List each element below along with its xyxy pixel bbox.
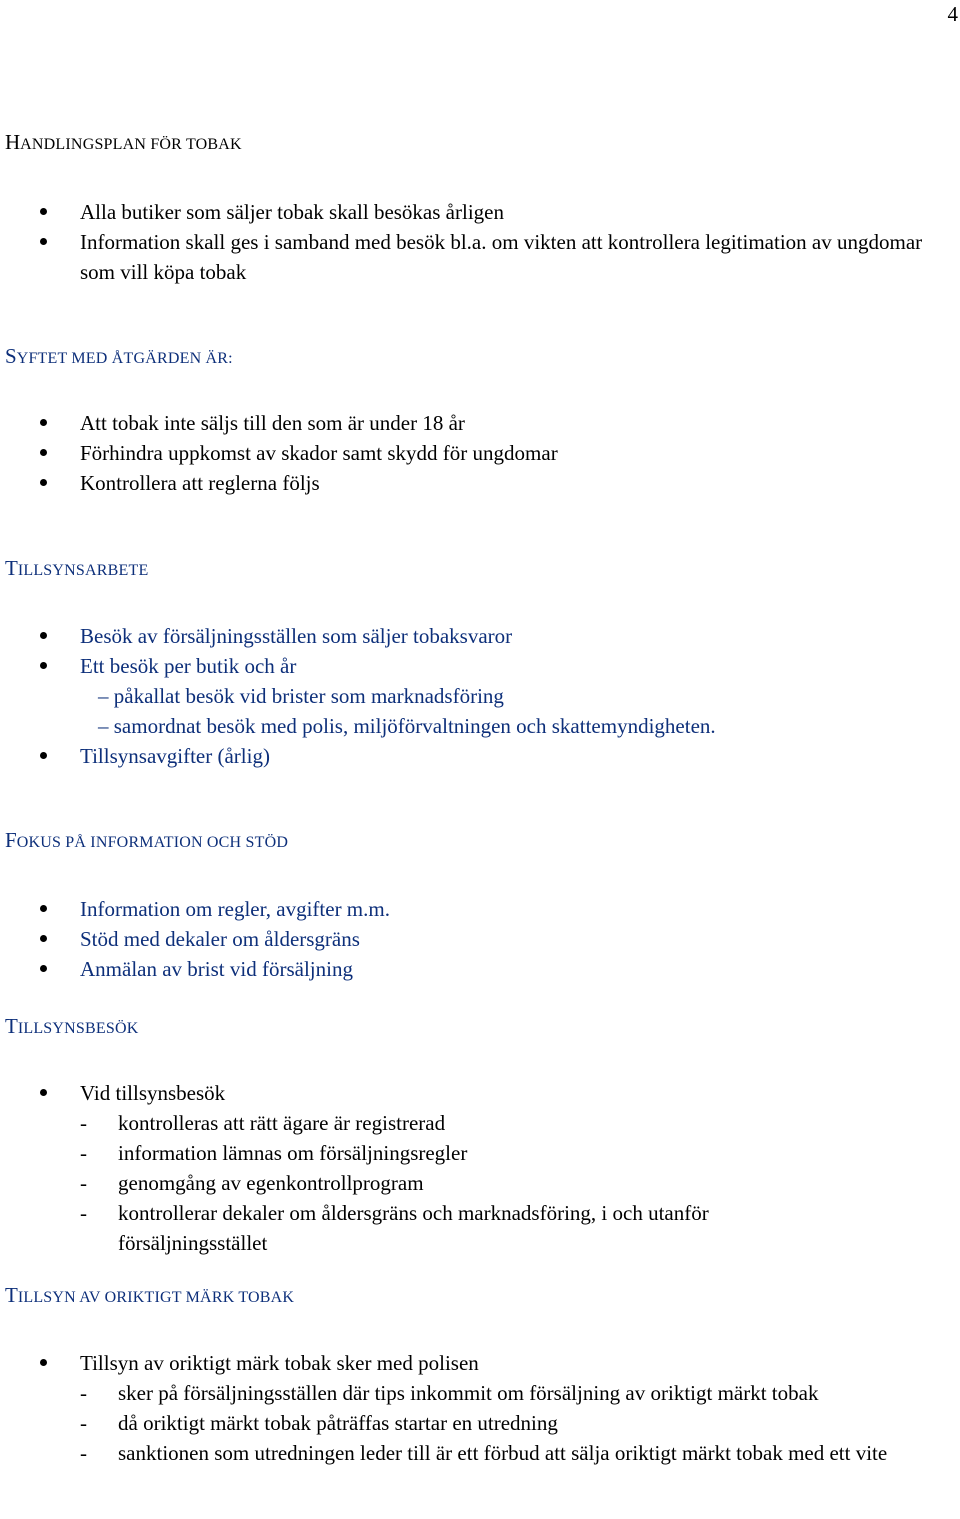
bullet-list-syftet: [0, 408, 960, 498]
sub-item: - sanktionen som utredningen leder till är ett förbud att sälja oriktigt märkt tobak med ett vite: [80, 1441, 888, 1465]
list-item: Att tobak inte säljs till den som är under 18 år: [0, 408, 960, 438]
list-item: Vid tillsynsbesök: [0, 1078, 960, 1108]
list-item: Anmälan av brist vid försäljning: [0, 954, 960, 984]
section-heading-tillsynsbesok: TILLSYNSBESÖK: [5, 1014, 139, 1038]
list-item: Information skall ges i samband med besök bl.a. om vikten att kontrollera legitimation av ungdomar som vill köpa tobak: [0, 227, 960, 287]
section-heading-handlingsplan: HANDLINGSPLAN FÖR TOBAK: [5, 130, 242, 154]
list-item: Förhindra uppkomst av skador samt skydd för ungdomar: [0, 438, 960, 468]
sub-item: - sker på försäljningsställen där tips inkommit om försäljning av oriktigt märkt tobak: [80, 1381, 819, 1405]
bullet-list-tillsynsarbete: [0, 621, 960, 771]
list-item: Alla butiker som säljer tobak skall besökas årligen: [0, 197, 960, 227]
list-item: Tillsynsavgifter (årlig): [0, 741, 960, 771]
sub-item: – samordnat besök med polis, miljöförvaltningen och skattemyndigheten.: [98, 714, 716, 738]
sub-item: - information lämnas om försäljningsregler: [80, 1141, 468, 1165]
bullet-list-fokus: [0, 894, 960, 984]
section-heading-tillsynsarbete: TILLSYNSARBETE: [5, 556, 149, 580]
bullet-list-oriktigt: [0, 1348, 960, 1468]
list-item: Kontrollera att reglerna följs: [0, 468, 960, 498]
bullet-list-handlingsplan: [0, 197, 960, 287]
sub-list: [0, 1378, 960, 1468]
sub-item: - genomgång av egenkontrollprogram: [80, 1171, 424, 1195]
list-item: Besök av försäljningsställen som säljer tobaksvaror: [0, 621, 960, 651]
list-item: Stöd med dekaler om åldersgräns: [0, 924, 960, 954]
section-heading-oriktigt: TILLSYN AV ORIKTIGT MÄRK TOBAK: [5, 1283, 295, 1307]
sub-item: - då oriktigt märkt tobak påträffas startar en utredning: [80, 1411, 558, 1435]
section-heading-syftet: SYFTET MED ÅTGÄRDEN ÄR:: [5, 344, 233, 368]
sub-item: - kontrolleras att rätt ägare är registrerad: [80, 1111, 446, 1135]
list-item: Ett besök per butik och år: [0, 651, 960, 681]
sub-list: [0, 1108, 960, 1258]
list-item: Information om regler, avgifter m.m.: [0, 894, 960, 924]
section-heading-fokus: FOKUS PÅ INFORMATION OCH STÖD: [5, 828, 289, 852]
bullet-list-tillsynsbesok: [0, 1078, 960, 1258]
list-item: Tillsyn av oriktigt märk tobak sker med polisen: [0, 1348, 960, 1378]
sub-item: - kontrollerar dekaler om åldersgräns och marknadsföring, i och utanför försäljningsstället: [80, 1201, 709, 1255]
page-number: 4: [947, 2, 958, 26]
sub-item: – påkallat besök vid brister som marknadsföring: [98, 684, 504, 708]
sub-list: [0, 681, 960, 741]
